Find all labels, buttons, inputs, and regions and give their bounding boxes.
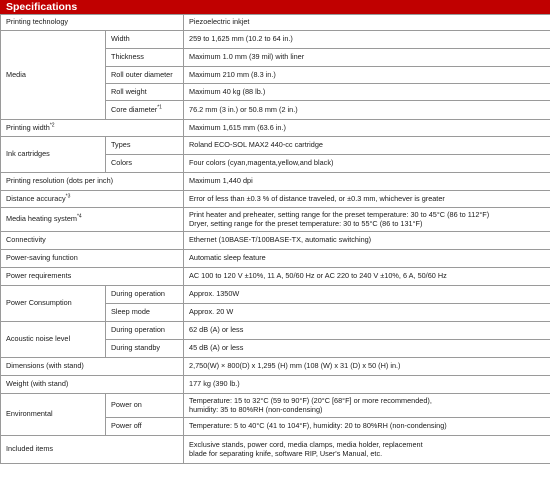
row-label: Power requirements (1, 268, 184, 286)
row-sublabel: Types (106, 137, 184, 155)
table-row (1, 173, 550, 191)
row-label (1, 208, 184, 232)
footnote-marker: *3 (65, 193, 71, 200)
row-value: Maximum 1,440 dpi (184, 173, 550, 191)
value-line: Print heater and preheater, setting range for the preset temperature: 30 to 45°C (86 to 112°F) (189, 209, 490, 219)
printing-width-label: Printing width (6, 122, 50, 132)
row-sublabel: During operation (106, 322, 184, 340)
table-row (1, 137, 550, 155)
page-title: Specifications (0, 0, 550, 14)
row-value: 177 kg (390 lb.) (184, 376, 550, 394)
table-row (1, 232, 550, 250)
row-value (184, 394, 550, 418)
table-row (1, 394, 550, 418)
row-value: Four colors (cyan,magenta,yellow,and black) (184, 155, 550, 173)
table-row (1, 15, 550, 31)
table-row (1, 322, 550, 340)
table-row (1, 286, 550, 304)
row-label: Printing resolution (dots per inch) (1, 173, 184, 191)
footnote-marker: *1 (157, 104, 162, 111)
row-value: Approx. 1350W (184, 286, 550, 304)
row-label: Power Consumption (1, 286, 106, 322)
row-sublabel: During operation (106, 286, 184, 304)
value-line: blade for separating knife, software RIP, User's Manual, etc. (189, 448, 383, 458)
row-value: Piezoelectric inkjet (184, 15, 550, 31)
row-label: Power-saving function (1, 250, 184, 268)
row-value: 62 dB (A) or less (184, 322, 550, 340)
row-label: Connectivity (1, 232, 184, 250)
row-value: Approx. 20 W (184, 304, 550, 322)
table-row (1, 436, 550, 464)
row-sublabel: During standby (106, 340, 184, 358)
row-sublabel: Power off (106, 418, 184, 436)
row-value: AC 100 to 120 V ±10%, 11 A, 50/60 Hz or AC 220 to 240 V ±10%, 6 A, 50/60 Hz (184, 268, 550, 286)
table-row (1, 31, 550, 49)
table-row (1, 208, 550, 232)
row-value: Maximum 40 kg (88 lb.) (184, 84, 550, 101)
row-value: Automatic sleep feature (184, 250, 550, 268)
table-row (1, 250, 550, 268)
row-value: Maximum 210 mm (8.3 in.) (184, 67, 550, 84)
table-row (1, 268, 550, 286)
table-row (1, 191, 550, 208)
value-line: humidity: 35 to 80%RH (non-condensing) (189, 404, 323, 414)
table-row (1, 120, 550, 137)
row-label: Acoustic noise level (1, 322, 106, 358)
core-diameter-label: Core diameter (111, 104, 158, 114)
row-sublabel: Roll weight (106, 84, 184, 101)
media-heating-label: Media heating system (6, 214, 77, 224)
row-value: Maximum 1,615 mm (63.6 in.) (184, 120, 550, 137)
row-value: Maximum 1.0 mm (39 mil) with liner (184, 49, 550, 67)
value-line: Temperature: 15 to 32°C (59 to 90°F) (20°C [68°F] or more recommended), (189, 395, 432, 405)
footnote-marker: *2 (49, 122, 55, 129)
footnote-marker: *4 (76, 213, 82, 220)
row-label: Included items (1, 436, 184, 464)
spec-table (0, 14, 550, 464)
row-sublabel: Colors (106, 155, 184, 173)
row-sublabel: Power on (106, 394, 184, 418)
row-label (1, 120, 184, 137)
row-label: Media (1, 31, 106, 120)
row-value: 2,750(W) × 800(D) x 1,295 (H) mm (108 (W) x 31 (D) x 50 (H) in.) (184, 358, 550, 376)
row-label (1, 191, 184, 208)
row-sublabel: Roll outer diameter (106, 67, 184, 84)
row-sublabel: Width (106, 31, 184, 49)
row-value: Error of less than ±0.3 % of distance traveled, or ±0.3 mm, whichever is greater (184, 191, 550, 208)
row-value: Temperature: 5 to 40°C (41 to 104°F), humidity: 20 to 80%RH (non-condensing) (184, 418, 550, 436)
row-sublabel (106, 101, 184, 120)
row-label: Weight (with stand) (1, 376, 184, 394)
row-value: Roland ECO-SOL MAX2 440-cc cartridge (184, 137, 550, 155)
distance-accuracy-label: Distance accuracy (6, 193, 66, 203)
value-line: Exclusive stands, power cord, media clamps, media holder, replacement (189, 439, 423, 449)
row-sublabel: Sleep mode (106, 304, 184, 322)
row-label: Environmental (1, 394, 106, 436)
row-value: 45 dB (A) or less (184, 340, 550, 358)
table-row (1, 376, 550, 394)
table-row (1, 358, 550, 376)
row-label: Printing technology (1, 15, 184, 31)
row-label: Dimensions (with stand) (1, 358, 184, 376)
row-value: 76.2 mm (3 in.) or 50.8 mm (2 in.) (184, 101, 550, 120)
row-label: Ink cartridges (1, 137, 106, 173)
row-value: Ethernet (10BASE-T/100BASE-TX, automatic switching) (184, 232, 550, 250)
row-value (184, 208, 550, 232)
row-value: 259 to 1,625 mm (10.2 to 64 in.) (184, 31, 550, 49)
row-value (184, 436, 550, 464)
value-line: Dryer, setting range for the preset temperature: 30 to 55°C (86 to 131°F) (189, 218, 423, 228)
row-sublabel: Thickness (106, 49, 184, 67)
